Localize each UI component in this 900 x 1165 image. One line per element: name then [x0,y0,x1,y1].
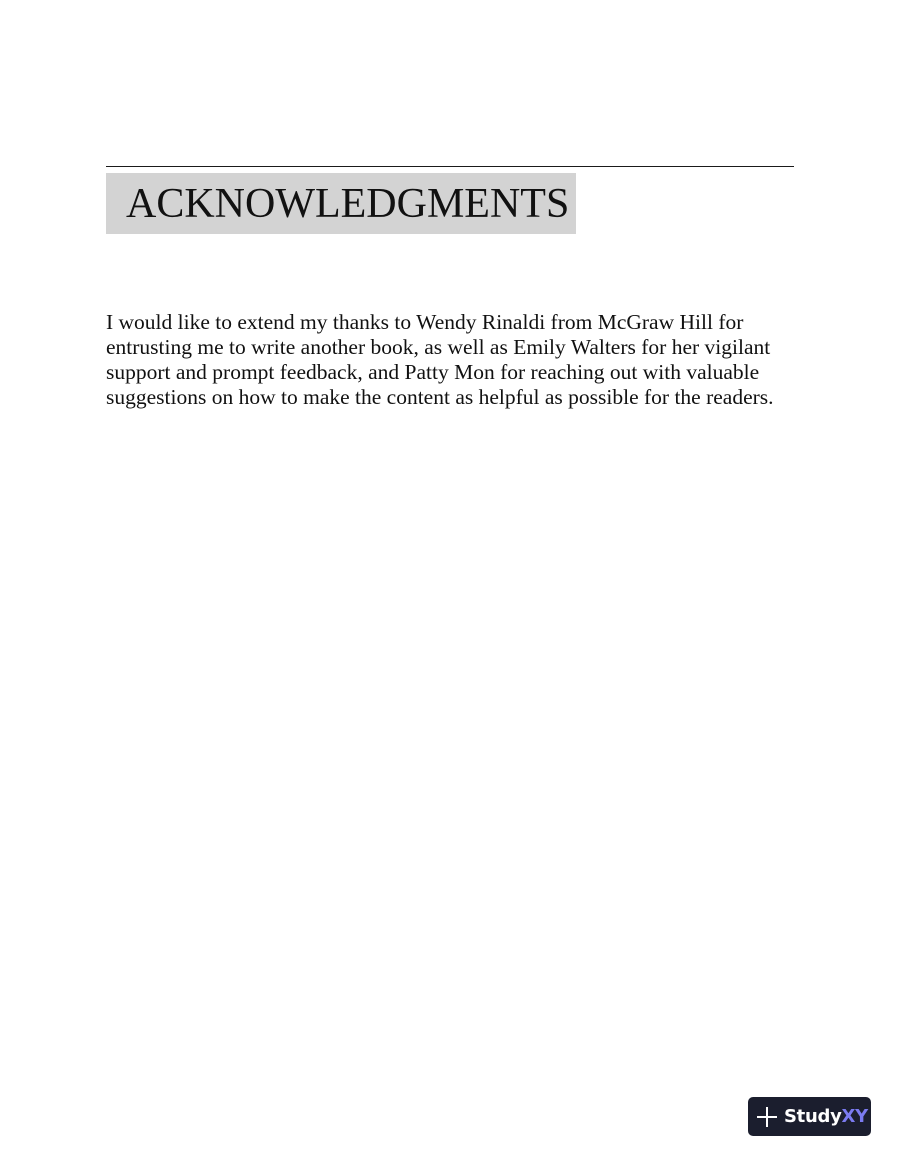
page-title: ACKNOWLEDGMENTS [126,180,570,227]
acknowledgment-paragraph [106,310,806,410]
watermark-brand [784,1106,868,1127]
paragraph-line: I would like to extend my thanks to Wendy Rinaldi from McGraw Hill for [106,310,744,334]
brand-accent-text: XY [841,1106,868,1127]
studyxy-watermark-badge[interactable] [748,1097,871,1136]
top-horizontal-rule [106,166,794,167]
heading-box [106,173,576,234]
brand-main-text: Study [784,1106,842,1127]
paragraph-line: entrusting me to write another book, as well as Emily Walters for her vigilant [106,335,771,359]
paragraph-line: suggestions on how to make the content as helpful as possible for the readers. [106,385,774,409]
paragraph-line: support and prompt feedback, and Patty Mon for reaching out with valuable [106,360,760,384]
plus-icon [756,1106,778,1128]
